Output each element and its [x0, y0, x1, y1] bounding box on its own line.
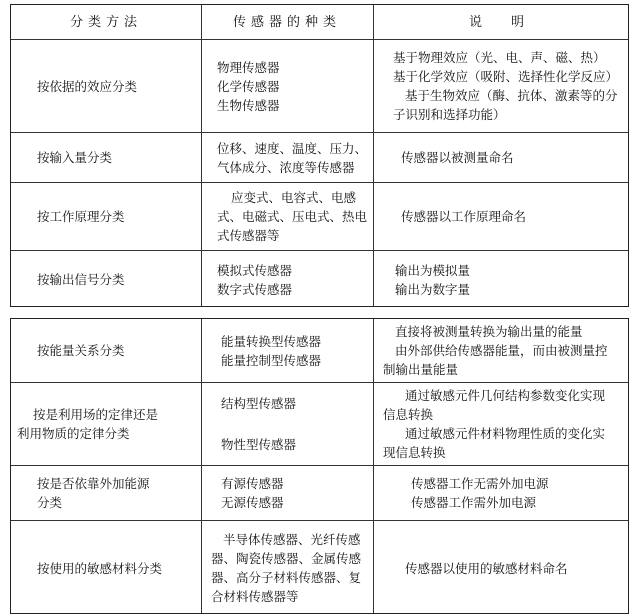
header-classification-method: 分类方法: [69, 14, 142, 30]
types-cell: [201, 183, 373, 250]
table-row: [11, 132, 628, 182]
notes-cell: [373, 251, 628, 308]
table-row: [11, 250, 628, 308]
type-text: 数字式传感器: [217, 281, 293, 297]
method-text: 按是否依靠外加能源: [37, 476, 150, 491]
note-text: 传感器以被测量命名: [401, 150, 514, 165]
type-text: 式、电磁式、压电式、热电: [217, 209, 368, 224]
note-text: 通过敏感元件几何结构参数变化实现: [405, 388, 606, 403]
types-cell: [201, 319, 373, 382]
method-text: 按输入量分类: [37, 150, 113, 165]
type-text: 应变式、电容式、电感: [231, 190, 357, 205]
notes-cell: [373, 383, 628, 465]
method-cell: [11, 183, 201, 250]
method-text: 按工作原理分类: [37, 209, 125, 224]
type-text: 器、陶瓷传感器、金属传感: [211, 551, 362, 566]
method-text: 利用物质的定律分类: [17, 426, 130, 441]
note-text: 传感器以工作原理命名: [401, 209, 527, 224]
type-text: 气体成分、浓度等传感器: [217, 159, 355, 175]
note-text: 传感器工作无需外加电源: [411, 476, 549, 491]
notes-cell: [373, 133, 628, 182]
type-text: 半导体传感器、光纤传感: [223, 532, 361, 547]
method-cell: [11, 319, 201, 382]
classification-table-lower: [10, 318, 629, 614]
notes-cell: [373, 521, 628, 615]
type-text: 合材料传感器等: [211, 589, 299, 604]
types-cell: [201, 383, 373, 465]
method-cell: [11, 251, 201, 308]
note-text: 输出为模拟量: [395, 262, 471, 278]
method-cell: [11, 40, 201, 132]
method-text: 按输出信号分类: [37, 272, 125, 287]
note-text: 制输出量能量: [383, 362, 459, 377]
table-row: [11, 319, 628, 382]
notes-cell: [373, 466, 628, 520]
types-cell: [201, 466, 373, 520]
note-text: 通过敏感元件材料物理性质的变化实: [405, 426, 606, 441]
header-description: 说 明: [468, 14, 532, 30]
type-text: 器、高分子材料传感器、复: [211, 570, 362, 585]
types-cell: [201, 251, 373, 308]
types-cell: [201, 40, 373, 132]
method-cell: [11, 521, 201, 615]
table-row: [11, 39, 628, 132]
types-cell: [201, 133, 373, 182]
method-cell: [11, 466, 201, 520]
type-text: 式传感器等: [217, 228, 280, 243]
note-text: 现信息转换: [383, 445, 446, 460]
table-row: [11, 520, 628, 615]
type-text: 能量控制型传感器: [221, 352, 322, 368]
type-text: 有源传感器: [221, 476, 284, 491]
note-text: 基于化学效应（吸附、选择性化学反应）: [393, 69, 619, 84]
method-cell: [11, 133, 201, 182]
type-text: 模拟式传感器: [217, 262, 293, 278]
type-text: 位移、速度、温度、压力、: [217, 140, 368, 156]
table-row: [11, 182, 628, 250]
notes-cell: [373, 40, 628, 132]
type-text: 化学传感器: [217, 78, 280, 94]
type-text: 无源传感器: [221, 495, 284, 510]
method-text: 按依据的效应分类: [37, 78, 138, 94]
header-sensor-type: 传感器的种类: [232, 14, 341, 30]
type-text: 结构型传感器: [221, 396, 297, 411]
types-cell: [201, 521, 373, 615]
note-text: 传感器以使用的敏感材料命名: [405, 560, 568, 576]
type-text: 物理传感器: [217, 59, 280, 75]
note-text: 输出为数字量: [395, 281, 471, 297]
method-text: 分类: [37, 495, 63, 510]
note-text: 由外部供给传感器能量，而由被测量控: [395, 343, 608, 358]
note-text: 子识别和选择功能）: [393, 107, 506, 122]
table-row: [11, 382, 628, 465]
table-header-row: [11, 5, 628, 39]
method-cell: [11, 383, 201, 465]
method-text: 按使用的敏感材料分类: [37, 560, 163, 576]
note-text: 基于生物效应（酶、抗体、激素等的分: [405, 88, 618, 103]
note-text: 直接将被测量转换为输出量的能量: [395, 324, 583, 339]
method-text: 按是利用场的定律还是: [33, 407, 159, 422]
table-row: [11, 465, 628, 520]
method-text: 按能量关系分类: [37, 343, 125, 358]
notes-cell: [373, 183, 628, 250]
note-text: 基于物理效应（光、电、声、磁、热）: [393, 50, 606, 65]
type-text: 物性型传感器: [221, 437, 297, 452]
type-text: 能量转换型传感器: [221, 333, 322, 349]
classification-table-upper: [10, 4, 629, 307]
note-text: 传感器工作需外加电源: [411, 495, 537, 510]
notes-cell: [373, 319, 628, 382]
note-text: 信息转换: [383, 407, 434, 422]
type-text: 生物传感器: [217, 97, 280, 113]
